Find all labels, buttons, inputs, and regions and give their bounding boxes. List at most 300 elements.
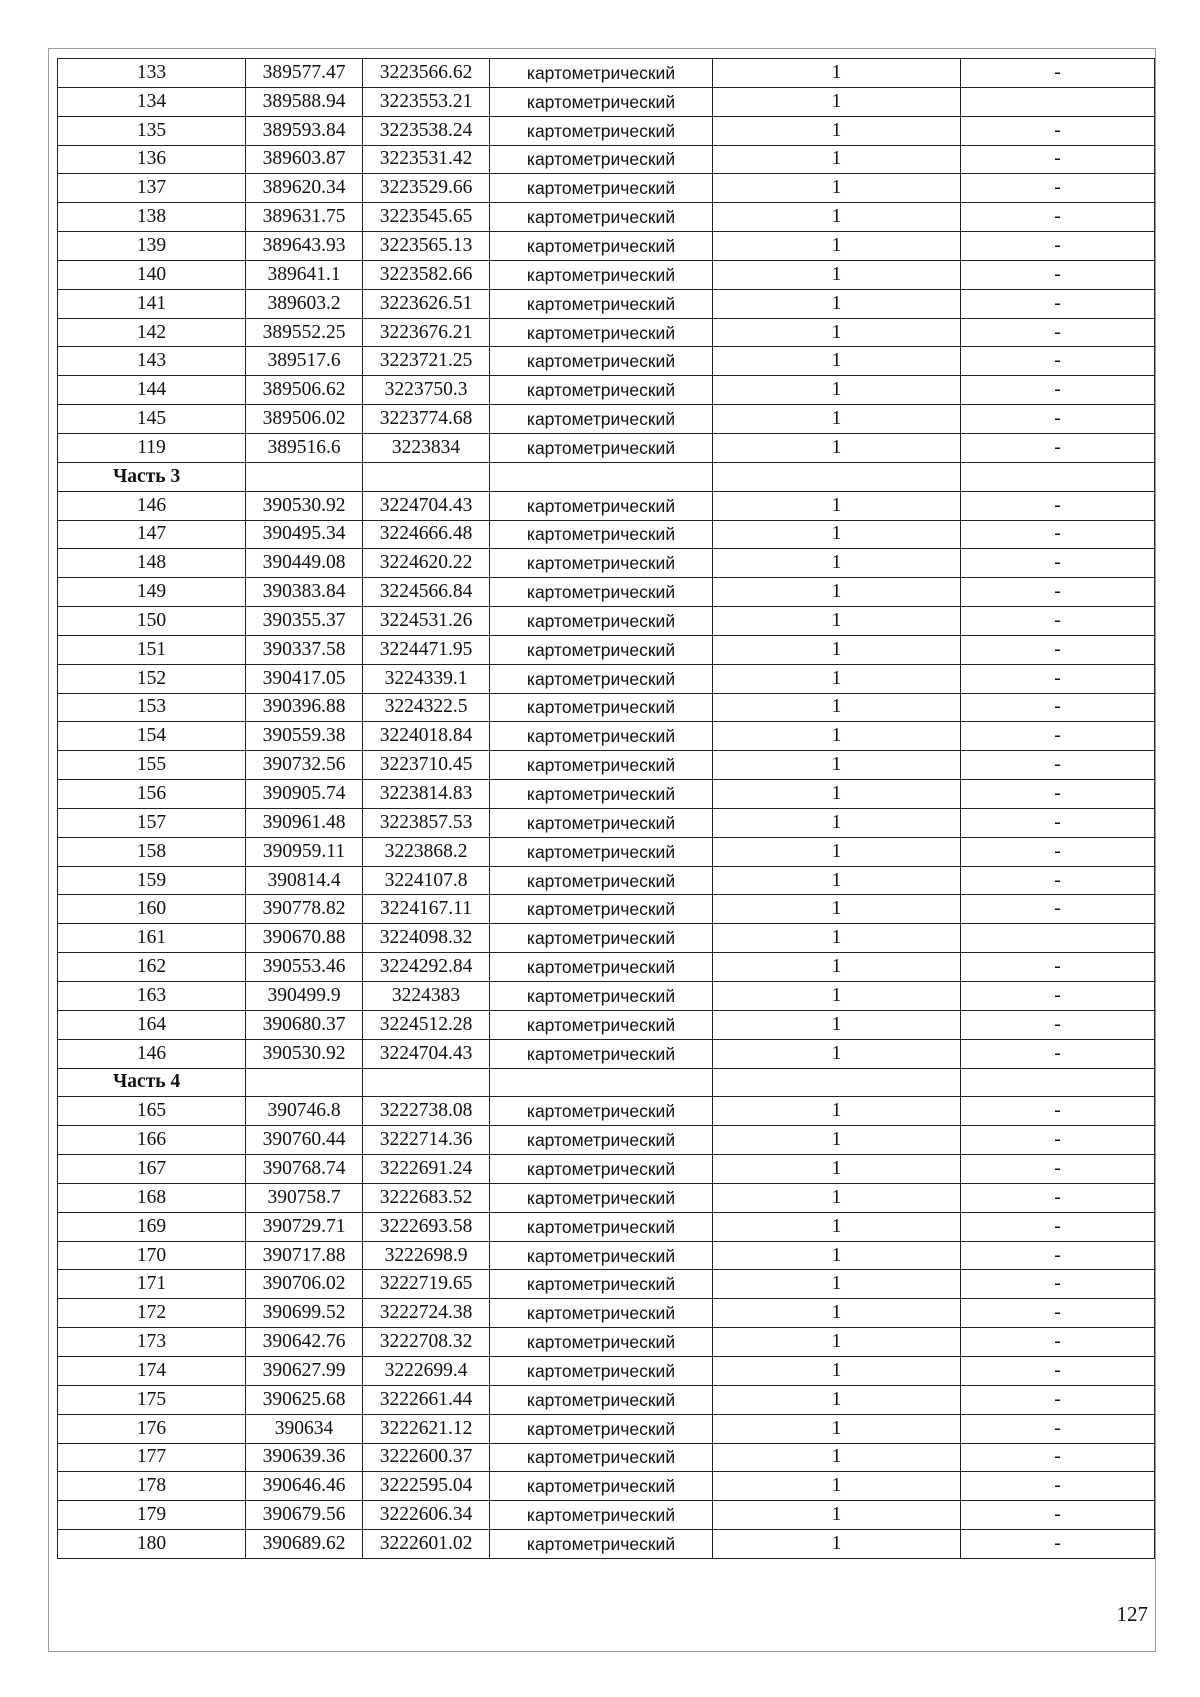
table-row [58,1183,1155,1212]
method-cell: картометрический [490,1097,713,1126]
point-number-cell: 171 [58,1270,246,1299]
y-coordinate-cell: 3223814.83 [363,780,490,809]
accuracy-cell: 1 [713,664,961,693]
accuracy-cell: 1 [713,433,961,462]
y-coordinate-cell: 3223857.53 [363,808,490,837]
coordinates-table [57,58,1155,1559]
x-coordinate-cell: 390559.38 [246,722,363,751]
method-cell: картометрический [490,145,713,174]
note-cell: - [961,953,1155,982]
method-cell: картометрический [490,1212,713,1241]
accuracy-cell: 1 [713,607,961,636]
x-coordinate-cell: 390680.37 [246,1010,363,1039]
y-coordinate-cell: 3224107.8 [363,866,490,895]
table-row [58,1010,1155,1039]
method-cell: картометрический [490,722,713,751]
x-coordinate-cell: 389641.1 [246,260,363,289]
x-coordinate-cell: 389593.84 [246,116,363,145]
note-cell: - [961,1414,1155,1443]
accuracy-cell: 1 [713,693,961,722]
note-cell: - [961,607,1155,636]
table-row [58,1356,1155,1385]
point-number-cell: 139 [58,232,246,261]
method-cell: картометрический [490,664,713,693]
note-cell: - [961,59,1155,88]
x-coordinate-cell: 389643.93 [246,232,363,261]
accuracy-cell: 1 [713,953,961,982]
method-cell: картометрический [490,520,713,549]
accuracy-cell: 1 [713,1530,961,1559]
note-cell: - [961,693,1155,722]
table-row [58,693,1155,722]
y-coordinate-cell: 3223868.2 [363,837,490,866]
point-number-cell: 170 [58,1241,246,1270]
accuracy-cell: 1 [713,982,961,1011]
section-title: Часть 3 [58,462,246,491]
table-row [58,116,1155,145]
accuracy-cell: 1 [713,1039,961,1068]
table-row [58,145,1155,174]
point-number-cell: 175 [58,1385,246,1414]
table-row [58,722,1155,751]
table-row [58,607,1155,636]
note-cell: - [961,1097,1155,1126]
y-coordinate-cell: 3223774.68 [363,405,490,434]
accuracy-cell: 1 [713,59,961,88]
note-cell: - [961,982,1155,1011]
point-number-cell: 174 [58,1356,246,1385]
x-coordinate-cell: 390355.37 [246,607,363,636]
table-row [58,895,1155,924]
note-cell: - [961,318,1155,347]
section-title: Часть 4 [58,1068,246,1097]
method-cell: картометрический [490,607,713,636]
table-row [58,664,1155,693]
point-number-cell: 149 [58,578,246,607]
x-coordinate-cell: 389506.02 [246,405,363,434]
note-cell: - [961,1155,1155,1184]
table-row [58,924,1155,953]
x-coordinate-cell: 390639.36 [246,1443,363,1472]
note-cell [961,924,1155,953]
point-number-cell: 146 [58,491,246,520]
accuracy-cell: 1 [713,318,961,347]
accuracy-cell: 1 [713,780,961,809]
point-number-cell: 155 [58,751,246,780]
point-number-cell: 119 [58,433,246,462]
y-coordinate-cell: 3223834 [363,433,490,462]
method-cell: картометрический [490,837,713,866]
y-coordinate-cell: 3224620.22 [363,549,490,578]
note-cell: - [961,635,1155,664]
table-row [58,1126,1155,1155]
x-coordinate-cell: 390706.02 [246,1270,363,1299]
table-row [58,491,1155,520]
empty-cell [713,1068,961,1097]
x-coordinate-cell: 390530.92 [246,491,363,520]
x-coordinate-cell: 390553.46 [246,953,363,982]
point-number-cell: 133 [58,59,246,88]
table-row [58,1039,1155,1068]
note-cell: - [961,1010,1155,1039]
y-coordinate-cell: 3224704.43 [363,1039,490,1068]
method-cell: картометрический [490,1414,713,1443]
x-coordinate-cell: 390642.76 [246,1328,363,1357]
y-coordinate-cell: 3222738.08 [363,1097,490,1126]
y-coordinate-cell: 3222601.02 [363,1530,490,1559]
note-cell: - [961,520,1155,549]
method-cell: картометрический [490,174,713,203]
note-cell: - [961,664,1155,693]
accuracy-cell: 1 [713,260,961,289]
y-coordinate-cell: 3224018.84 [363,722,490,751]
method-cell: картометрический [490,203,713,232]
point-number-cell: 176 [58,1414,246,1443]
note-cell: - [961,1039,1155,1068]
note-cell: - [961,1530,1155,1559]
y-coordinate-cell: 3224666.48 [363,520,490,549]
table-row [58,1530,1155,1559]
x-coordinate-cell: 390396.88 [246,693,363,722]
point-number-cell: 152 [58,664,246,693]
x-coordinate-cell: 390627.99 [246,1356,363,1385]
y-coordinate-cell: 3222699.4 [363,1356,490,1385]
x-coordinate-cell: 390814.4 [246,866,363,895]
y-coordinate-cell: 3224512.28 [363,1010,490,1039]
table-row [58,87,1155,116]
note-cell: - [961,1501,1155,1530]
note-cell: - [961,866,1155,895]
y-coordinate-cell: 3224322.5 [363,693,490,722]
note-cell: - [961,722,1155,751]
accuracy-cell: 1 [713,174,961,203]
point-number-cell: 173 [58,1328,246,1357]
accuracy-cell: 1 [713,578,961,607]
method-cell: картометрический [490,232,713,261]
point-number-cell: 180 [58,1530,246,1559]
y-coordinate-cell: 3222661.44 [363,1385,490,1414]
point-number-cell: 138 [58,203,246,232]
note-cell: - [961,1328,1155,1357]
x-coordinate-cell: 390760.44 [246,1126,363,1155]
accuracy-cell: 1 [713,376,961,405]
note-cell: - [961,260,1155,289]
y-coordinate-cell: 3223531.42 [363,145,490,174]
accuracy-cell: 1 [713,549,961,578]
table-row [58,405,1155,434]
note-cell: - [961,491,1155,520]
x-coordinate-cell: 389603.2 [246,289,363,318]
note-cell: - [961,145,1155,174]
accuracy-cell: 1 [713,1443,961,1472]
method-cell: картометрический [490,1530,713,1559]
point-number-cell: 158 [58,837,246,866]
note-cell: - [961,232,1155,261]
method-cell: картометрический [490,347,713,376]
note-cell: - [961,837,1155,866]
accuracy-cell: 1 [713,866,961,895]
point-number-cell: 161 [58,924,246,953]
accuracy-cell: 1 [713,1212,961,1241]
accuracy-cell: 1 [713,1097,961,1126]
accuracy-cell: 1 [713,87,961,116]
table-row [58,289,1155,318]
point-number-cell: 154 [58,722,246,751]
point-number-cell: 172 [58,1299,246,1328]
method-cell: картометрический [490,780,713,809]
method-cell: картометрический [490,376,713,405]
method-cell: картометрический [490,1299,713,1328]
y-coordinate-cell: 3223565.13 [363,232,490,261]
point-number-cell: 145 [58,405,246,434]
method-cell: картометрический [490,87,713,116]
x-coordinate-cell: 389588.94 [246,87,363,116]
empty-cell [713,462,961,491]
note-cell [961,87,1155,116]
method-cell: картометрический [490,318,713,347]
point-number-cell: 146 [58,1039,246,1068]
point-number-cell: 148 [58,549,246,578]
note-cell: - [961,1270,1155,1299]
accuracy-cell: 1 [713,347,961,376]
method-cell: картометрический [490,405,713,434]
section-header-row [58,1068,1155,1097]
y-coordinate-cell: 3222698.9 [363,1241,490,1270]
note-cell: - [961,1212,1155,1241]
point-number-cell: 142 [58,318,246,347]
y-coordinate-cell: 3222714.36 [363,1126,490,1155]
method-cell: картометрический [490,116,713,145]
accuracy-cell: 1 [713,1270,961,1299]
accuracy-cell: 1 [713,924,961,953]
method-cell: картометрический [490,433,713,462]
table-row [58,780,1155,809]
empty-cell [246,462,363,491]
note-cell: - [961,578,1155,607]
y-coordinate-cell: 3224531.26 [363,607,490,636]
note-cell: - [961,751,1155,780]
x-coordinate-cell: 390729.71 [246,1212,363,1241]
table-row [58,1385,1155,1414]
method-cell: картометрический [490,808,713,837]
accuracy-cell: 1 [713,116,961,145]
point-number-cell: 150 [58,607,246,636]
y-coordinate-cell: 3223676.21 [363,318,490,347]
y-coordinate-cell: 3224292.84 [363,953,490,982]
method-cell: картометрический [490,693,713,722]
table-row [58,59,1155,88]
point-number-cell: 151 [58,635,246,664]
note-cell: - [961,808,1155,837]
method-cell: картометрический [490,59,713,88]
x-coordinate-cell: 389577.47 [246,59,363,88]
x-coordinate-cell: 390758.7 [246,1183,363,1212]
point-number-cell: 178 [58,1472,246,1501]
point-number-cell: 168 [58,1183,246,1212]
note-cell: - [961,1126,1155,1155]
x-coordinate-cell: 390746.8 [246,1097,363,1126]
method-cell: картометрический [490,1270,713,1299]
table-row [58,433,1155,462]
point-number-cell: 136 [58,145,246,174]
x-coordinate-cell: 389552.25 [246,318,363,347]
method-cell: картометрический [490,924,713,953]
table-row [58,1472,1155,1501]
x-coordinate-cell: 390383.84 [246,578,363,607]
point-number-cell: 144 [58,376,246,405]
note-cell: - [961,780,1155,809]
accuracy-cell: 1 [713,1155,961,1184]
y-coordinate-cell: 3222691.24 [363,1155,490,1184]
method-cell: картометрический [490,982,713,1011]
y-coordinate-cell: 3222708.32 [363,1328,490,1357]
note-cell: - [961,116,1155,145]
method-cell: картометрический [490,491,713,520]
method-cell: картометрический [490,260,713,289]
table-row [58,808,1155,837]
y-coordinate-cell: 3222683.52 [363,1183,490,1212]
accuracy-cell: 1 [713,1183,961,1212]
x-coordinate-cell: 389603.87 [246,145,363,174]
method-cell: картометрический [490,549,713,578]
accuracy-cell: 1 [713,1385,961,1414]
point-number-cell: 160 [58,895,246,924]
point-number-cell: 135 [58,116,246,145]
table-row [58,1241,1155,1270]
note-cell: - [961,1472,1155,1501]
empty-cell [363,1068,490,1097]
table-row [58,203,1155,232]
y-coordinate-cell: 3222606.34 [363,1501,490,1530]
note-cell: - [961,1183,1155,1212]
note-cell: - [961,433,1155,462]
table-row [58,866,1155,895]
table-row [58,1328,1155,1357]
accuracy-cell: 1 [713,808,961,837]
method-cell: картометрический [490,578,713,607]
method-cell: картометрический [490,953,713,982]
x-coordinate-cell: 390495.34 [246,520,363,549]
y-coordinate-cell: 3222693.58 [363,1212,490,1241]
note-cell: - [961,895,1155,924]
x-coordinate-cell: 390768.74 [246,1155,363,1184]
x-coordinate-cell: 390717.88 [246,1241,363,1270]
x-coordinate-cell: 389620.34 [246,174,363,203]
y-coordinate-cell: 3223710.45 [363,751,490,780]
note-cell: - [961,1241,1155,1270]
accuracy-cell: 1 [713,232,961,261]
accuracy-cell: 1 [713,520,961,549]
table-row [58,1414,1155,1443]
accuracy-cell: 1 [713,1126,961,1155]
note-cell: - [961,174,1155,203]
note-cell: - [961,347,1155,376]
point-number-cell: 166 [58,1126,246,1155]
table-row [58,1155,1155,1184]
point-number-cell: 153 [58,693,246,722]
point-number-cell: 165 [58,1097,246,1126]
y-coordinate-cell: 3224704.43 [363,491,490,520]
table-row [58,837,1155,866]
table-row [58,376,1155,405]
section-header-row [58,462,1155,491]
y-coordinate-cell: 3223626.51 [363,289,490,318]
table-row [58,260,1155,289]
x-coordinate-cell: 389517.6 [246,347,363,376]
y-coordinate-cell: 3224566.84 [363,578,490,607]
point-number-cell: 140 [58,260,246,289]
method-cell: картометрический [490,866,713,895]
accuracy-cell: 1 [713,722,961,751]
method-cell: картометрический [490,1328,713,1357]
point-number-cell: 134 [58,87,246,116]
method-cell: картометрический [490,751,713,780]
method-cell: картометрический [490,289,713,318]
note-cell: - [961,289,1155,318]
note-cell: - [961,549,1155,578]
y-coordinate-cell: 3223721.25 [363,347,490,376]
accuracy-cell: 1 [713,635,961,664]
x-coordinate-cell: 389506.62 [246,376,363,405]
x-coordinate-cell: 390905.74 [246,780,363,809]
empty-cell [490,462,713,491]
accuracy-cell: 1 [713,289,961,318]
y-coordinate-cell: 3224339.1 [363,664,490,693]
table-row [58,1270,1155,1299]
table-row [58,1443,1155,1472]
method-cell: картометрический [490,1443,713,1472]
method-cell: картометрический [490,1356,713,1385]
table-row [58,520,1155,549]
coordinates-table-body [58,59,1155,1559]
page-number: 127 [1116,1602,1148,1626]
x-coordinate-cell: 390417.05 [246,664,363,693]
point-number-cell: 163 [58,982,246,1011]
y-coordinate-cell: 3223582.66 [363,260,490,289]
point-number-cell: 167 [58,1155,246,1184]
y-coordinate-cell: 3222595.04 [363,1472,490,1501]
x-coordinate-cell: 389516.6 [246,433,363,462]
point-number-cell: 177 [58,1443,246,1472]
point-number-cell: 162 [58,953,246,982]
x-coordinate-cell: 390961.48 [246,808,363,837]
note-cell: - [961,203,1155,232]
x-coordinate-cell: 390499.9 [246,982,363,1011]
table-row [58,1212,1155,1241]
note-cell: - [961,1443,1155,1472]
x-coordinate-cell: 390646.46 [246,1472,363,1501]
accuracy-cell: 1 [713,491,961,520]
y-coordinate-cell: 3223750.3 [363,376,490,405]
y-coordinate-cell: 3223566.62 [363,59,490,88]
accuracy-cell: 1 [713,1356,961,1385]
table-row [58,635,1155,664]
x-coordinate-cell: 390679.56 [246,1501,363,1530]
accuracy-cell: 1 [713,405,961,434]
method-cell: картометрический [490,1126,713,1155]
accuracy-cell: 1 [713,1501,961,1530]
empty-cell [363,462,490,491]
empty-cell [961,462,1155,491]
accuracy-cell: 1 [713,1472,961,1501]
method-cell: картометрический [490,1183,713,1212]
point-number-cell: 169 [58,1212,246,1241]
x-coordinate-cell: 390625.68 [246,1385,363,1414]
x-coordinate-cell: 390689.62 [246,1530,363,1559]
y-coordinate-cell: 3224098.32 [363,924,490,953]
y-coordinate-cell: 3224383 [363,982,490,1011]
y-coordinate-cell: 3223553.21 [363,87,490,116]
